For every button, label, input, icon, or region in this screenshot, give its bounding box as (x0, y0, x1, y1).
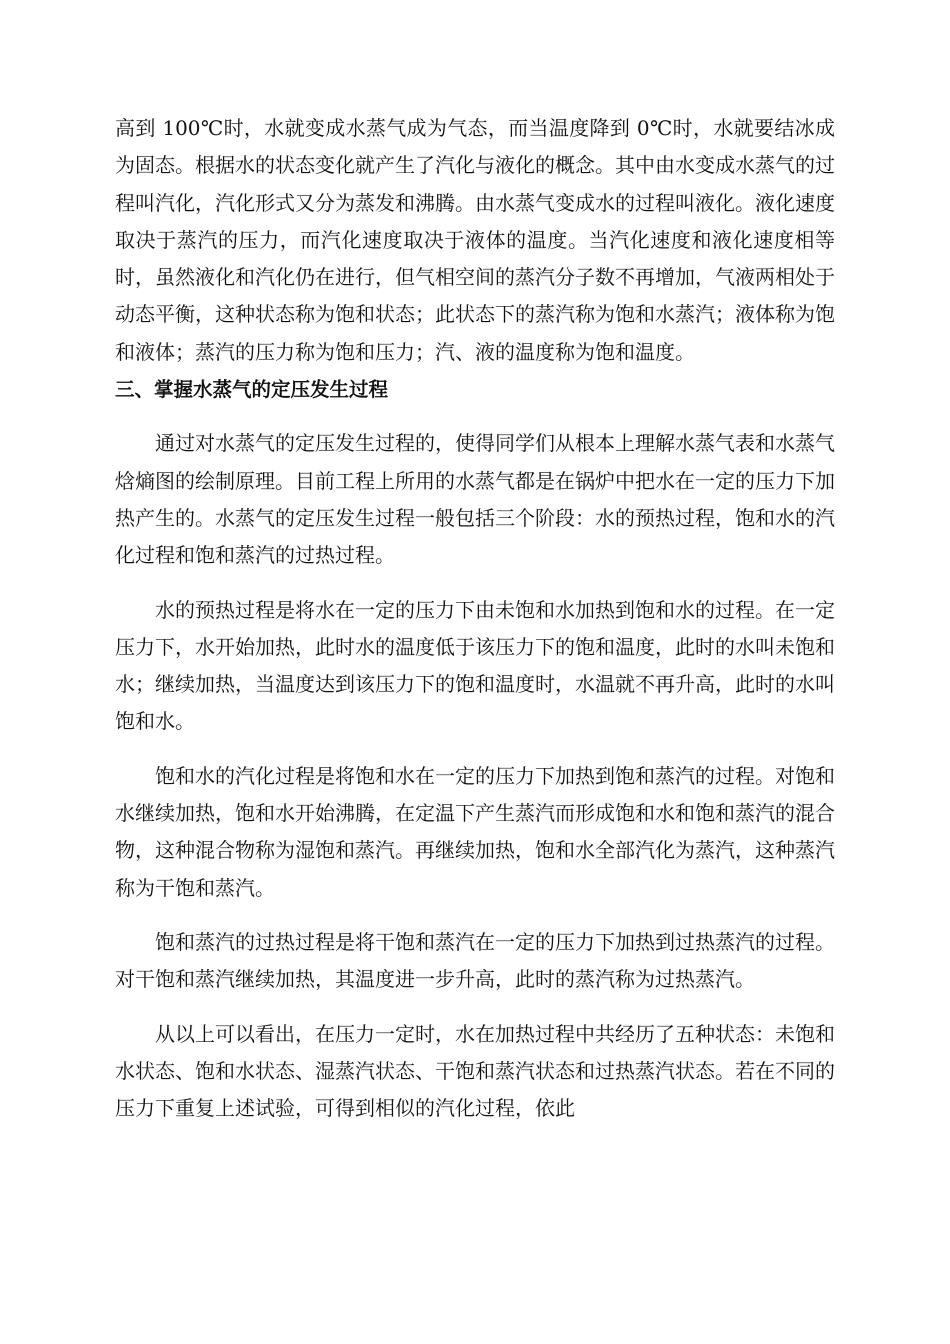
paragraph-vaporization-stage: 饱和水的汽化过程是将饱和水在一定的压力下加热到饱和蒸汽的过程。对饱和水继续加热，饱和水开始沸腾，在定温下产生蒸汽而形成饱和水和饱和蒸汽的混合物，这种混合物称为湿饱和蒸汽。再继续加热，饱和水全部汽化为蒸汽，这种蒸汽称为干饱和蒸汽。 (115, 763, 835, 900)
paragraph-saturation-concepts: 高到 100℃时，水就变成水蒸气成为气态，而当温度降到 0℃时，水就要结冰成为固态。根据水的状态变化就产生了汽化与液化的概念。其中由水变成水蒸气的过程叫汽化，汽化形式又分为蒸发和沸腾。由水蒸气变成水的过程叫液化。液化速度取决于蒸汽的压力，而汽化速度取决于液体的温度。当汽化速度和液化速度相等时，虽然液化和汽化仍在进行，但气相空间的蒸汽分子数不再增加，气液两相处于动态平衡，这种状态称为饱和状态；此状态下的蒸汽称为饱和水蒸汽；液体称为饱和液体；蒸汽的压力称为饱和压力；汽、液的温度称为饱和温度。 (115, 116, 835, 364)
paragraph-superheating-stage: 饱和蒸汽的过热过程是将干饱和蒸汽在一定的压力下加热到过热蒸汽的过程。对干饱和蒸汽继续加热，其温度进一步升高，此时的蒸汽称为过热蒸汽。 (115, 929, 835, 992)
section-heading: 三、掌握水蒸气的定压发生过程 (115, 378, 389, 402)
paragraph-five-states: 从以上可以看出，在压力一定时，水在加热过程中共经历了五种状态：未饱和水状态、饱和水状态、湿蒸汽状态、干饱和蒸汽状态和过热蒸汽状态。若在不同的压力下重复上述试验，可得到相似的汽化过程，依此 (115, 1021, 835, 1121)
document-body (115, 110, 835, 1127)
paragraph-preheating-stage: 水的预热过程是将水在一定的压力下由未饱和水加热到饱和水的过程。在一定压力下，水开始加热，此时水的温度低于该压力下的饱和温度，此时的水叫未饱和水；继续加热，当温度达到该压力下的饱和温度时，水温就不再升高，此时的水叫饱和水。 (115, 597, 835, 734)
paragraph-process-intro: 通过对水蒸气的定压发生过程的，使得同学们从根本上理解水蒸气表和水蒸气焓熵图的绘制原理。目前工程上所用的水蒸气都是在锅炉中把水在一定的压力下加热产生的。水蒸气的定压发生过程一般包括三个阶段：水的预热过程，饱和水的汽化过程和饱和蒸汽的过热过程。 (115, 431, 835, 568)
